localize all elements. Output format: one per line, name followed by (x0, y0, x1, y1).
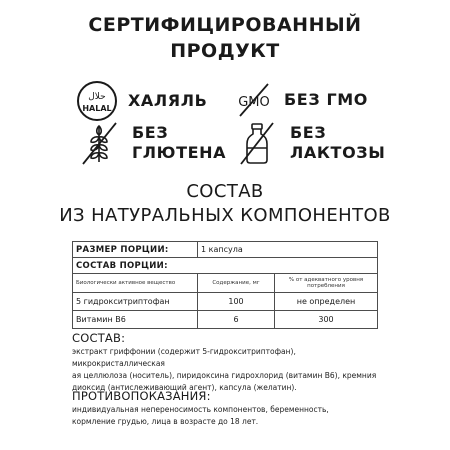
column-header: Содержание, мг (198, 274, 275, 293)
table-row (73, 293, 378, 311)
content-cell: 6 (198, 311, 275, 329)
substance-cell: 5 гидрокситриптофан (73, 293, 198, 311)
nutrition-table (72, 241, 378, 329)
gluten-free-badge (78, 120, 226, 166)
contraindications-text (72, 404, 390, 428)
gluten-free-label-line-2: ГЛЮТЕНА (132, 143, 227, 162)
no-wheat-icon (78, 120, 120, 166)
percent-cell: 300 (275, 311, 378, 329)
halal-badge (76, 80, 207, 122)
lactose-free-label-line-1: БЕЗ (290, 123, 327, 142)
contraindications-line: кормление грудью, лица в возрасте до 18 лет. (72, 417, 259, 426)
composition-title-line-2: ИЗ НАТУРАЛЬНЫХ КОМПОНЕНТОВ (59, 205, 391, 226)
composition-row (73, 258, 378, 274)
contraindications-line: индивидуальная непереносимость компонентов, беременность, (72, 405, 329, 414)
column-header: Биологически активное вещество (73, 274, 198, 293)
composition-title (0, 180, 450, 228)
ingredients-line: ая целлюлоза (носитель), пиридоксина гидрохлорид (витамин В6), кремния (72, 371, 377, 380)
serving-size-label: РАЗМЕР ПОРЦИИ: (73, 242, 198, 258)
content-cell: 100 (198, 293, 275, 311)
page-title (0, 12, 450, 64)
composition-title-line-1: СОСТАВ (186, 181, 264, 202)
gluten-free-label-line-1: БЕЗ (132, 123, 169, 142)
contraindications-title: ПРОТИВОПОКАЗАНИЯ: (72, 389, 211, 403)
title-line-2: ПРОДУКТ (170, 40, 280, 62)
no-milk-icon (238, 120, 276, 166)
gluten-free-label (132, 123, 226, 163)
ingredients-text (72, 346, 390, 394)
serving-size-value: 1 капсула (198, 242, 378, 258)
lactose-free-label (290, 123, 385, 163)
ingredients-line: диоксид (антислеживающий агент), капсула (желатин). (72, 383, 297, 392)
table-row (73, 311, 378, 329)
svg-text:HALAL: HALAL (82, 104, 112, 113)
lactose-free-label-line-2: ЛАКТОЗЫ (290, 143, 386, 162)
ingredients-title: СОСТАВ: (72, 331, 126, 345)
percent-cell: не определен (275, 293, 378, 311)
halal-icon (76, 80, 118, 122)
ingredients-line: экстракт гриффонии (содержит 5-гидрокситриптофан), микрокристаллическая (72, 347, 296, 368)
column-header: % от адекватного уровня потребления (275, 274, 378, 293)
halal-label: ХАЛЯЛЬ (128, 91, 208, 110)
svg-text:GMO: GMO (238, 95, 270, 110)
no-gmo-badge (234, 80, 368, 120)
no-gmo-icon (234, 80, 274, 120)
title-line-1: СЕРТИФИЦИРОВАННЫЙ (88, 14, 362, 36)
table-header-row (73, 274, 378, 293)
composition-label: СОСТАВ ПОРЦИИ: (73, 258, 378, 274)
svg-text:حلال: حلال (88, 92, 106, 102)
serving-size-row (73, 242, 378, 258)
substance-cell: Витамин В6 (73, 311, 198, 329)
no-gmo-label: БЕЗ ГМО (284, 90, 368, 109)
lactose-free-badge (238, 120, 385, 166)
